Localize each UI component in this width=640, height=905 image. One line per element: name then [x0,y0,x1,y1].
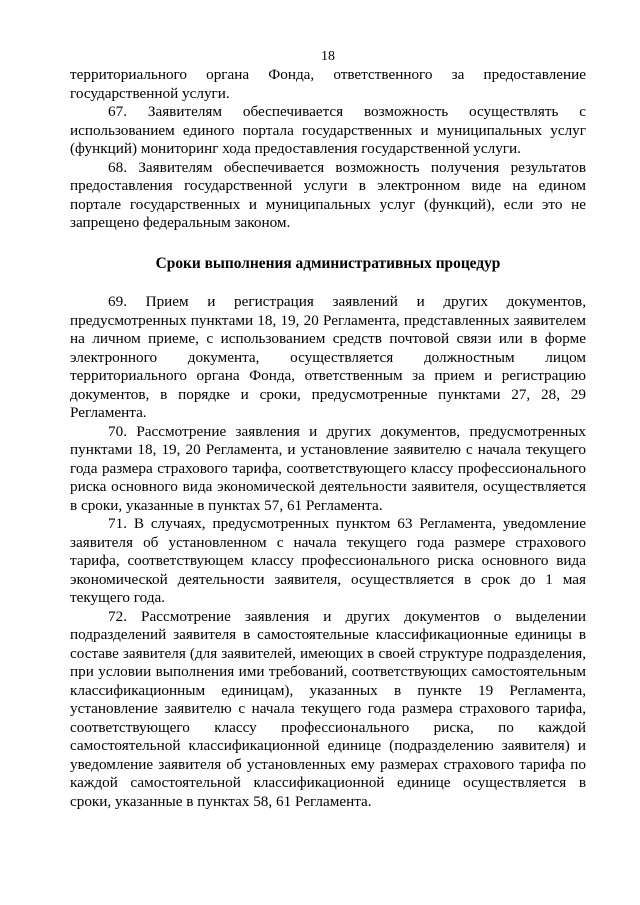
paragraph-68: 68. Заявителям обеспечивается возможность получения результатов предоставления государственной услуги в электронном виде на едином портале государственных и муниципальных услуг (функций), если это не запрещено федеральным законом. [70,158,586,231]
paragraph-72: 72. Рассмотрение заявления и других документов о выделении подразделений заявителя в самостоятельные классификационные единицы в составе заявителя (для заявителей, имеющих в своей структуре подразделения, при условии выполнения ими требований, соответствующих самостоятельным классификационным единицам), указанных в пункте 19 Регламента, установление заявителю с начала текущего года размера страхового тарифа, соответствующего классу профессионального риска, по каждой самостоятельной классификационной единице (подразделению заявителя) и уведомление заявителя об установленных ему размерах страхового тарифа по каждой самостоятельной классификационной единице осуществляется в сроки, указанные в пунктах 58, 61 Регламента. [70,607,586,810]
page-number: 18 [321,49,335,64]
paragraph-67: 67. Заявителям обеспечивается возможность осуществлять с использованием единого портала государственных и муниципальных услуг (функций) мониторинг хода предоставления государственной услуги. [70,103,586,157]
document-page [70,48,586,811]
paragraph-69: 69. Прием и регистрация заявлений и других документов, предусмотренных пунктами 18, 19, 20 Регламента, представленных заявителем на личном приеме, с использованием средств почтовой связи или в форме электронного документа, осуществляется должностным лицом территориального органа Фонда, ответственным за прием и регистрацию документов, в порядке и сроки, предусмотренные пунктами 27, 28, 29 Регламента. [70,293,586,421]
paragraph-70: 70. Рассмотрение заявления и других документов, предусмотренных пунктами 18, 19, 20 Регламента, и установление заявителю с начала текущего года размера страхового тарифа, соответствующего классу профессионального риска основного вида экономической деятельности заявителя, осуществляется в сроки, указанные в пунктах 57, 61 Регламента. [70,422,586,514]
paragraph-71: 71. В случаях, предусмотренных пунктом 63 Регламента, уведомление заявителя об установленном с начала текущего года размере страхового тарифа, соответствующем классу профессионального риска основного вида экономической деятельности заявителя, осуществляется в срок до 1 мая текущего года. [70,515,586,606]
paragraph-continuation: территориального органа Фонда, ответственного за предоставление государственной услуги. [70,66,586,102]
section-heading: Сроки выполнения административных процедур [155,254,501,272]
